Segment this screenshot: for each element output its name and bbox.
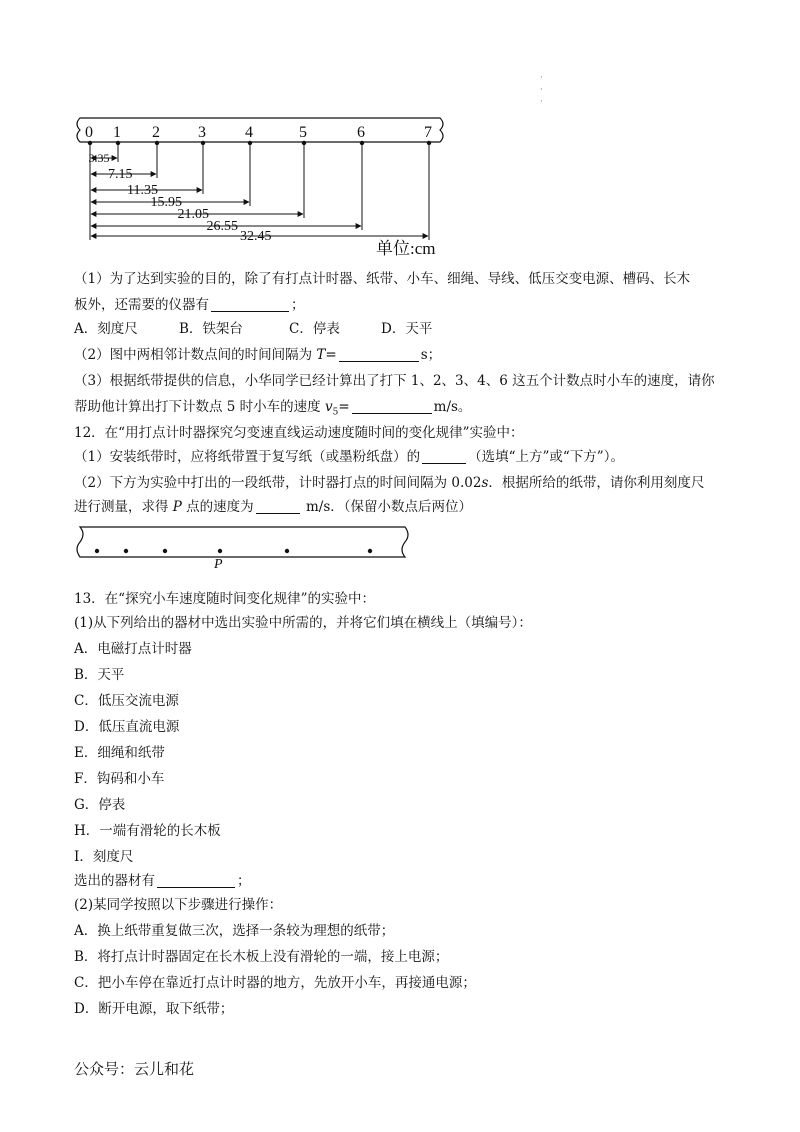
tape-dot [124, 549, 128, 553]
tape2-outline [77, 527, 408, 557]
list-item: G．停表 [74, 797, 126, 813]
option-b: B．铁架台 [179, 321, 243, 337]
unit-label: 单位:cm [376, 239, 436, 258]
tape-dot [285, 549, 289, 553]
q12-part2-line1: （2）下方为实验中打出的一段纸带，计时器打点的时间间隔为 0.02s．根据所给的纸带，请你利用刻度尺 [74, 475, 705, 491]
list-item: C．把小车停在靠近打点计时器的地方，先放开小车，再接通电源； [74, 975, 476, 991]
q11-part2: （2）图中两相邻计数点间的时间间隔为 T= s； [74, 347, 442, 363]
tape-dot [368, 549, 372, 553]
q12-title: 12．在“用打点计时器探究匀变速直线运动速度随时间的变化规律”实验中： [74, 425, 524, 441]
decorative-dots: · · · [540, 73, 543, 106]
option-a: A．刻度尺 [74, 321, 138, 337]
list-item: F．钩码和小车 [74, 771, 165, 787]
answer-blank[interactable] [157, 873, 235, 888]
option-d: D．天平 [381, 321, 433, 337]
list-item: C．低压交流电源 [74, 693, 179, 709]
tick-label: 1 [113, 124, 121, 141]
list-item: A．电磁打点计时器 [74, 641, 192, 657]
list-item: D．断开电源，取下纸带； [74, 1001, 234, 1017]
answer-blank[interactable] [256, 499, 300, 514]
distance-label: 11.35 [127, 183, 158, 198]
tape-dot-p [218, 549, 222, 553]
q11-part1-line1: （1）为了达到实验的目的，除了有打点计时器、纸带、小车、细绳、导线、低压交变电源、槽码、长木 [74, 271, 691, 287]
q11-part3-line1: （3）根据纸带提供的信息，小华同学已经计算出了打下 1、2、3、4、6 这五个计数点时小车的速度，请你 [74, 373, 715, 389]
tick-label: 7 [424, 124, 432, 141]
list-item: A．换上纸带重复做三次，选择一条较为理想的纸带； [74, 923, 395, 939]
list-item: B．将打点计时器固定在长木板上没有滑轮的一端，接上电源； [74, 949, 449, 965]
q13-selected: 选出的器材有 ； [74, 873, 251, 889]
list-item: E．细绳和纸带 [74, 745, 165, 761]
list-item: D．低压直流电源 [74, 719, 180, 735]
tick-label: 4 [245, 124, 253, 141]
answer-blank[interactable] [422, 449, 466, 464]
tick-label: 2 [152, 124, 160, 141]
distance-label: 15.95 [150, 195, 182, 210]
answer-blank[interactable] [211, 297, 289, 312]
list-item: I．刻度尺 [74, 849, 134, 865]
distance-label: 21.05 [177, 207, 209, 222]
tick-label: 5 [299, 124, 307, 141]
answer-blank[interactable] [339, 347, 419, 362]
footer-text: 公众号：云儿和花 [74, 1060, 195, 1078]
q13-part2: (2)某同学按照以下步骤进行操作： [74, 897, 283, 913]
q11-options [74, 320, 432, 338]
option-c: C．停表 [289, 321, 340, 337]
distance-label: 32.45 [240, 229, 272, 244]
distance-label: 26.55 [206, 219, 238, 234]
tape-outline [77, 118, 443, 142]
list-item: B．天平 [74, 667, 125, 683]
tick-label: 0 [85, 124, 93, 141]
point-p-label: P [214, 557, 223, 572]
q12-part1: （1）安装纸带时，应将纸带置于复写纸（或墨粉纸盘）的 （选填“上方”或“下方”）。 [74, 449, 624, 465]
q13-part1: (1)从下列给出的器材中选出实验中所需的，并将它们填在横线上（填编号）： [74, 615, 532, 631]
tape-dot [163, 549, 167, 553]
distance-label: 7.15 [108, 167, 133, 182]
q12-part2-line2: 进行测量，求得 P 点的速度为 m/s．（保留小数点后两位） [74, 499, 473, 515]
answer-blank[interactable] [352, 399, 432, 414]
q13-title: 13．在“探究小车速度随时间变化规律”的实验中： [74, 591, 375, 607]
ticker-tape-diagram [0, 0, 800, 270]
distance-label: 3.35 [88, 151, 110, 165]
tick-label: 3 [198, 124, 206, 141]
tape-dot [95, 549, 99, 553]
q11-part3-line2: 帮助他计算出打下计数点 5 时小车的速度 $v_5= m/s$。 [74, 399, 472, 418]
tick-label: 6 [357, 124, 365, 141]
list-item: H．一端有滑轮的长木板 [74, 823, 221, 839]
q11-part1-line2: 板外，还需要的仪器有 ； [74, 297, 305, 313]
